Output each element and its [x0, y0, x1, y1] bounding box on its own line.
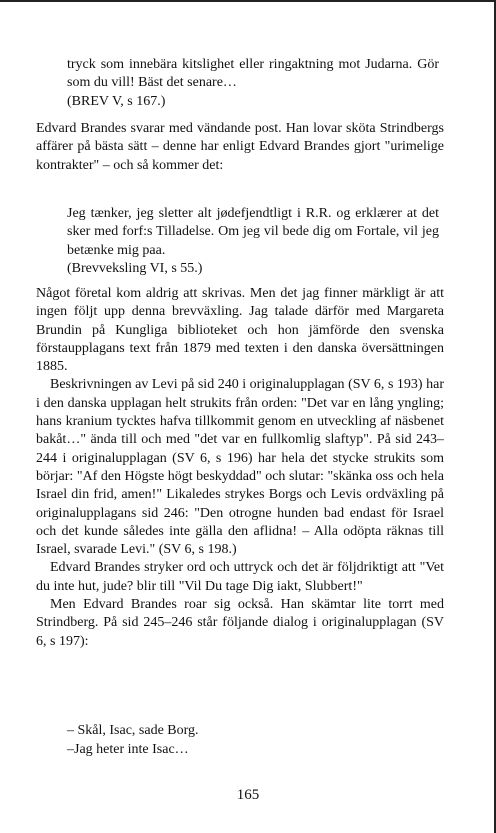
- quote-text: tryck som innebära kitslighet eller ringaktning mot Judarna. Gör som du vill! Bäst det senare…: [67, 57, 439, 91]
- body-text: [36, 285, 444, 651]
- paragraph-foretal: Något företal kom aldrig att skrivas. Men det jag finner märkligt är att ingen följt upp denna brevväxling. Jag talade därför med Margareta Brundin på Kungliga biblioteket och hon jämförde den svenska förstaupplagans text från 1879 med texten i den danska översättningen 1885.: [36, 286, 444, 375]
- quote-text: Jeg tænker, jeg sletter alt jødefjendtligt i R.R. og erklærer at det sker med forf:s Tilladelse. Om jeg vil bede dig om Fortale, vil jeg betænke mig paa.: [67, 206, 439, 258]
- paragraph-word-changes: Edvard Brandes stryker ord och uttryck och det är följdriktigt att "Vet du inte hut, jude? blir till "Vil Du tage Dig iakt, Slubbert!": [36, 560, 444, 594]
- paragraph-levi-description: Beskrivningen av Levi på sid 240 i originalupplagan (SV 6, s 193) har i den danska upplagan helt strukits från orden: "Det var en lång yngling; hans kranium tycktes hafva tillkommit genom en utveckling af näsbenet bakåt…" ända till och med "det var en fullkomlig slaftyp". På sid 243–244 i originalupplagan (SV 6, s 196) har hela det stycke strukits som börjar: "Af den Högste högt beskyddad" och slutar: "skänka oss och hela Israel din frid, amen!" Likaledes strykes Borgs och Levis ordväxling på originalupplagans sid 246: "Den otrogne hunden bad endast för Israel och det kunde således inte gälla den aflidna! – Alla odöpta räknas till Israel, svarade Levi." (SV 6, s 198.): [36, 377, 444, 558]
- scan-border-top: [0, 0, 496, 2]
- paragraph-brandes-reply: [36, 120, 444, 175]
- paragraph-text: Edvard Brandes svarar med vändande post. Han lovar sköta Strindbergs affärer på bästa sätt – denne har enligt Edvard Brandes gjort "urimelige kontrakter" – och så kommer det:: [36, 121, 444, 173]
- block-quote-letter: [67, 56, 439, 111]
- block-quote-danish: [67, 205, 439, 278]
- dialog-line: – Skål, Isac, sade Borg.: [67, 723, 199, 738]
- dialog-line: –Jag heter inte Isac…: [67, 742, 189, 758]
- page-number: 165: [236, 787, 260, 803]
- paragraph-dialog-intro: Men Edvard Brandes roar sig också. Han skämtar lite torrt med Strindberg. På sid 245–246 står följande dialog i originalupplagan (SV 6, s 197):: [36, 597, 444, 649]
- quote-citation: (BREV V, s 167.): [67, 93, 166, 109]
- quote-citation: (Brevveksling VI, s 55.): [67, 260, 203, 276]
- dialog-quote: [67, 722, 439, 761]
